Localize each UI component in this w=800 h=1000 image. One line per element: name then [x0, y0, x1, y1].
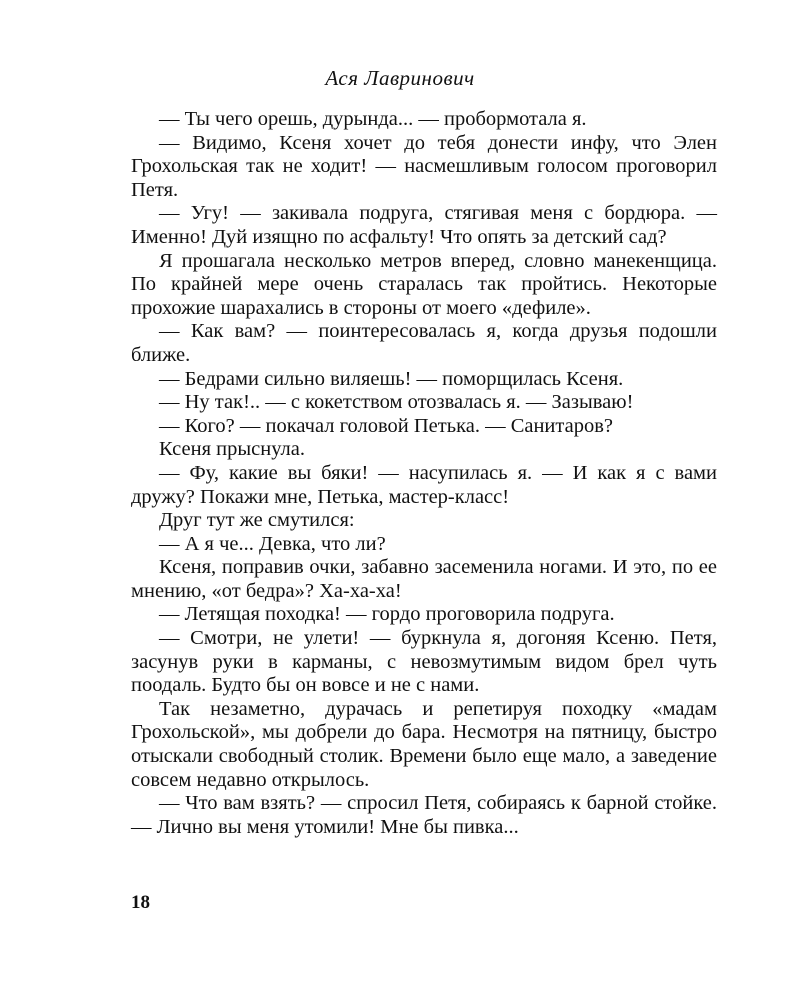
running-head-author: Ася Лавринович — [325, 66, 475, 90]
page-number: 18 — [131, 892, 150, 913]
paragraph: Ксеня прыснула. — [159, 438, 306, 461]
paragraph: Я прошагала несколько метров вперед, словно манекенщица. По крайней мере очень старалась так пройтись. Некоторые прохожие шарахались в стороны от моего «дефиле». — [131, 249, 717, 319]
paragraph: Ксеня, поправив очки, забавно засеменила ногами. И это, по ее мнению, «от бедра»? Ха-ха-ха! — [131, 556, 717, 602]
paragraph: Так незаметно, дурачась и репетируя походку «мадам Грохольской», мы добрели до бара. Несмотря на пятницу, быстро отыскали свободный столик. Времени было еще мало, а заведение совсем недавно открылось. — [131, 697, 717, 791]
paragraph: — Ну так!.. — с кокетством отозвалась я. — Зазываю! — [159, 391, 634, 414]
paragraph: — Ты чего орешь, дурында... — пробормотала я. — [159, 108, 587, 130]
paragraph: — Как вам? — поинтересовалась я, когда друзья подошли ближе. — [131, 320, 717, 366]
paragraph: — Что вам взять? — спросил Петя, собираясь к барной стойке. — Лично вы меня утомили! Мне бы пивка... — [131, 792, 717, 838]
paragraph: — Видимо, Ксеня хочет до тебя донести инфу, что Элен Грохольская так не ходит! — насмешливым голосом проговорил Петя. — [131, 131, 717, 201]
paragraph: — Угу! — закивала подруга, стягивая меня с бордюра. — Именно! Дуй изящно по асфальту! Что опять за детский сад? — [131, 202, 717, 248]
paragraph: Друг тут же смутился: — [159, 509, 355, 532]
paragraph: — А я че... Девка, что ли? — [159, 532, 386, 555]
paragraph: — Фу, какие вы бяки! — насупилась я. — И как я с вами дружу? Покажи мне, Петька, мастер-класс! — [131, 461, 717, 508]
paragraph: — Кого? — покачал головой Петька. — Санитаров? — [159, 414, 613, 437]
paragraph: — Смотри, не улети! — буркнула я, догоняя Ксеню. Петя, засунув руки в карманы, с невозмутимым видом брел чуть поодаль. Будто бы он вовсе и не с нами. — [131, 627, 717, 697]
paragraph: — Бедрами сильно виляешь! — поморщилась Ксеня. — [159, 367, 624, 390]
paragraph: — Летящая походка! — гордо проговорила подруга. — [159, 603, 615, 626]
body-text — [131, 108, 717, 839]
